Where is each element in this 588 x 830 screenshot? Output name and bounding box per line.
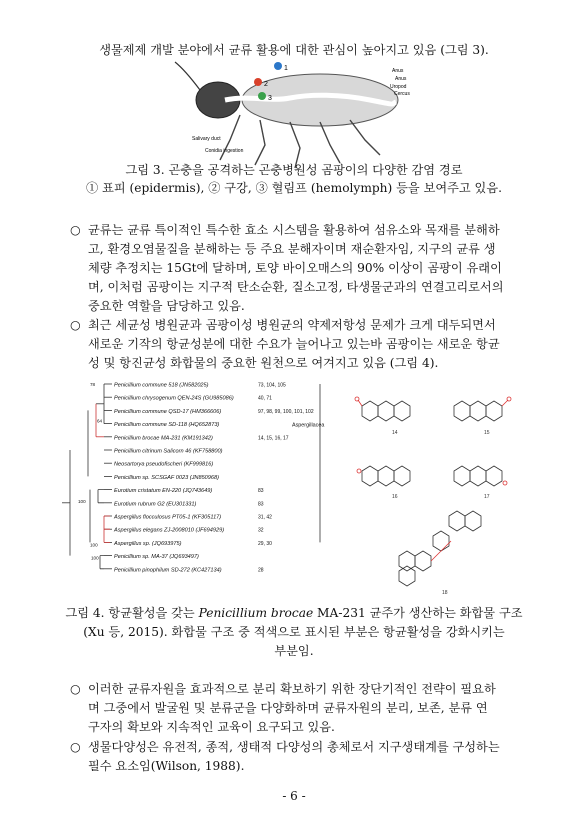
fig4-caption-pre: 그림 4. 항균활성을 갖는 — [65, 606, 199, 620]
taxon-label: Neosartorya pseudofischeri (KF999816) — [114, 461, 214, 468]
compound-16-label: 16 — [392, 494, 398, 500]
salivary-label: Salivary duct — [192, 136, 221, 142]
compound-17-label: 17 — [484, 494, 490, 500]
s2-b1-line1: 이러한 균류자원을 효과적으로 분리 확보하기 위한 장단기적인 전략이 필요하 — [88, 682, 496, 696]
s1-b2-line1: 최근 세균성 병원균과 곰팡이성 병원균의 약제저항성 문제가 크게 대두되면서 — [88, 318, 496, 332]
s2-b2-line2: 필수 요소임(Wilson, 1988). — [88, 759, 245, 773]
fig4-caption-line1 — [0, 606, 588, 621]
anus-label: Anus — [392, 68, 404, 74]
compound-number-label: 40, 71 — [258, 395, 272, 402]
route-1-label: 1 — [284, 65, 288, 72]
taxon-label: Penicillium commune 518 (JN582025) — [114, 382, 209, 389]
compound-15-structure — [454, 397, 511, 421]
bootstrap-label: 100 — [90, 542, 98, 548]
bootstrap-label: 100 — [91, 555, 99, 561]
insect-antenna — [175, 62, 200, 90]
taxon-label: Penicillium chrysogenum QEN-24S (GU985086) — [114, 395, 234, 402]
route-3-marker — [258, 92, 266, 100]
compound-number-label: 97, 98, 99, 100, 101, 102 — [258, 408, 314, 415]
s2-b1-line3: 구자의 확보와 지속적인 교육이 요구되고 있음. — [88, 720, 335, 734]
route-3-label: 3 — [268, 95, 272, 102]
bootstrap-label: 100 — [78, 498, 86, 504]
s1-b2-line3: 성 및 항진균성 화합물의 중요한 원천으로 여겨지고 있음 (그림 4). — [88, 356, 439, 370]
taxon-label: Penicillium commune QSD-17 (HM366606) — [114, 408, 222, 415]
bootstrap-label: 64 — [97, 418, 103, 424]
route-2-marker — [254, 78, 262, 86]
compound-18-structure — [399, 511, 481, 586]
bullet-icon: ○ — [70, 223, 81, 237]
taxon-label: Eurotium cristatum EN-220 (JQ743649) — [114, 488, 213, 495]
page-number: - 6 - — [282, 789, 306, 803]
bullet-icon: ○ — [70, 682, 81, 696]
s1-b1-line4: 며, 이처럼 곰팡이는 지구적 탄소순환, 질소고정, 타생물군과의 연결고리로서의 — [88, 280, 504, 294]
compound-number-label: 32 — [258, 527, 264, 534]
cercus-label: Cercus — [394, 91, 410, 97]
compound-number-label: 73, 104, 105 — [258, 382, 286, 389]
fig3-caption-line1: 그림 3. 곤충을 공격하는 곤충병원성 곰팡이의 다양한 감염 경로 — [125, 163, 463, 177]
s2-b1-line2: 며 그중에서 발굴원 및 분류군을 다양화하며 균류자원의 분리, 보존, 분류 연 — [88, 701, 488, 715]
compound-number-label: 28 — [258, 567, 264, 574]
fig4-caption-line3: 부분임. — [274, 644, 314, 658]
compound-number-label: 83 — [258, 501, 264, 508]
s1-b1-line5: 중요한 역할을 담당하고 있음. — [88, 299, 245, 313]
taxon-label: Penicillium brocae MA-231 (KM191342) — [114, 435, 213, 442]
s1-b2-line2: 새로운 기작의 항균성분에 대한 수요가 늘어나고 있는바 곰팡이는 새로운 항균 — [88, 337, 500, 351]
clade-line-highlight — [104, 516, 110, 542]
route-1-marker — [274, 62, 282, 70]
taxon-label: Penicillium sp. SCSGAF 0023 (JN850968) — [114, 474, 219, 481]
insect-infection-figure — [170, 60, 420, 175]
compound-18-label: 18 — [442, 590, 448, 596]
taxon-label: Aspergillus elegans ZJ-2008010 (JF694929) — [114, 527, 225, 534]
bootstrap-label: 78 — [90, 382, 96, 387]
compound-number-label: 29, 30 — [258, 540, 272, 547]
compound-number-label: 83 — [258, 488, 264, 495]
s1-b1-line2: 고, 환경오염물질을 분해하는 등 주요 분해자이며 재순환자임, 지구의 균류 생 — [88, 242, 496, 256]
taxon-label: Penicillium citrinum Salicorn 46 (KF758800) — [114, 448, 223, 455]
bullet-icon: ○ — [70, 318, 81, 332]
taxon-label: Penicillium commune SD-118 (HQ652873) — [114, 422, 220, 429]
compound-16-structure — [357, 466, 410, 486]
s2-b2-line1: 생물다양성은 유전적, 종적, 생태적 다양성의 총체로서 지구생태계를 구성하는 — [88, 740, 500, 754]
uropod-label: Uropod — [390, 84, 407, 90]
group-label: Aspergillacea — [292, 422, 325, 429]
clade-line — [100, 556, 104, 569]
bullet-icon: ○ — [70, 740, 81, 754]
anus-label-2: Anus — [395, 76, 407, 82]
phylogenetic-tree — [60, 376, 350, 598]
s1-b1-line1: 균류는 균류 특이적인 특수한 효소 시스템을 활용하여 섬유소와 목재를 분해하 — [88, 223, 500, 237]
route-2-label: 2 — [264, 81, 268, 88]
taxon-label: Eurotium rubrum G2 (EU301331) — [114, 501, 197, 508]
taxon-label: Penicillium pinophilum SD-272 (KC427134) — [114, 567, 222, 574]
fig4-caption-species: Penicillium brocae — [198, 606, 314, 620]
intro-line: 생물제제 개발 분야에서 균류 활용에 대한 관심이 높아지고 있음 (그림 3). — [99, 43, 489, 57]
taxon-label: Aspergillus sp. (JQ693975) — [114, 540, 182, 547]
compound-structures — [354, 376, 536, 598]
compound-number-label: 31, 42 — [258, 514, 272, 521]
fig4-caption-post: MA-231 균주가 생산하는 화합물 구조 — [313, 606, 523, 620]
taxon-label: Penicillium sp. MA-37 (JQ693497) — [114, 554, 199, 561]
compound-17-structure — [454, 466, 507, 486]
fig3-caption-line2: ① 표피 (epidermis), ② 구강, ③ 혈림프 (hemolymph) 등을 보여주고 있음. — [86, 181, 502, 195]
s1-b1-line3: 체량 추정치는 15Gt에 달하며, 토양 바이오매스의 90% 이상이 곰팡이 유래이 — [88, 261, 502, 275]
compound-15-label: 15 — [484, 430, 490, 436]
compound-number-label: 14, 15, 16, 17 — [258, 435, 289, 442]
compound-14-structure — [355, 397, 410, 421]
compound-14-label: 14 — [392, 430, 398, 436]
taxon-label: Aspergillus flocculosus PT05-1 (KF305117) — [114, 514, 222, 521]
fig4-caption-line2: (Xu 등, 2015). 화합물 구조 중 적색으로 표시된 부분은 항균활성을 강화시키는 — [83, 625, 505, 639]
conidia-label: Conidia ingestion — [205, 148, 244, 154]
clade-line — [98, 490, 104, 503]
